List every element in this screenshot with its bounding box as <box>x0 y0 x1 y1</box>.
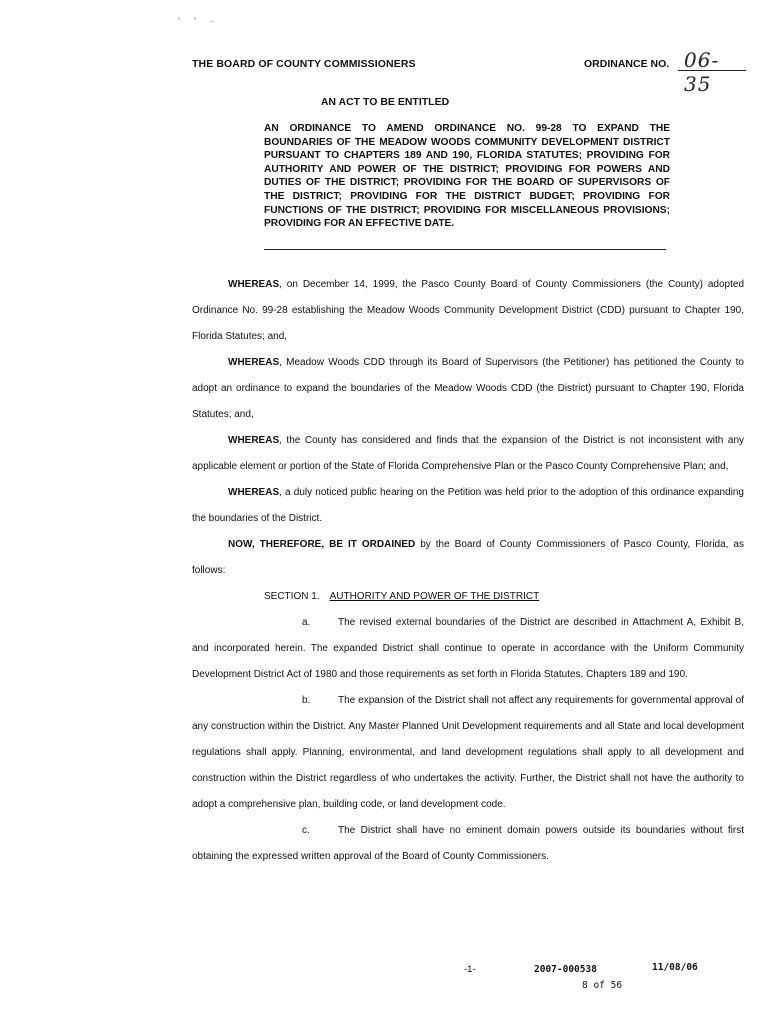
whereas-lead: WHEREAS <box>228 357 280 368</box>
whereas-paragraph-1 <box>192 272 744 350</box>
recording-number: 2007-000538 <box>534 964 597 975</box>
document-header <box>192 48 740 96</box>
clause-text: The expansion of the District shall not affect any requirements for governmental approval of any construction within the District. Any Master Planned Unit Development requirements and all State and local development regulations shall apply. Planning, environmental, and land development regulations shall apply to all development and construction within the District regardless of who undertakes the activity. Further, the District shall not have the authority to adopt a comprehensive plan, building code, or land development code. <box>192 695 744 810</box>
act-title: AN ACT TO BE ENTITLED <box>320 96 450 108</box>
section-title: AUTHORITY AND POWER OF THE DISTRICT <box>329 591 540 602</box>
scan-speck: ' ' · <box>178 16 220 26</box>
section-1-clause-b <box>192 688 744 818</box>
whereas-text: , Meadow Woods CDD through its Board of Supervisors (the Petitioner) has petitioned the County to adopt an ordinance to expand the boundaries of the Meadow Woods CDD (the District) pursuant to Chapter 190, Florida Statutes; and, <box>192 357 744 420</box>
ordinance-number: 06-35 <box>684 48 720 96</box>
whereas-lead: WHEREAS <box>228 487 280 498</box>
now-therefore-text: by the Board of County Commissioners of Pasco County, Florida, as follows: <box>192 539 744 576</box>
whereas-lead: WHEREAS <box>228 279 280 290</box>
whereas-text: , the County has considered and finds that the expansion of the District is not inconsistent with any applicable element or portion of the State of Florida Comprehensive Plan or the Pasco County Comprehensive Plan; and, <box>192 435 744 472</box>
clause-label: b. <box>302 695 311 706</box>
ordinance-body <box>192 272 744 870</box>
section-1-heading <box>264 584 744 610</box>
ordinance-label: ORDINANCE NO. <box>584 58 670 70</box>
clause-label: c. <box>302 825 310 836</box>
recording-date: 11/08/06 <box>652 962 698 973</box>
page-number: -1- <box>464 964 476 975</box>
ordinance-caption: AN ORDINANCE TO AMEND ORDINANCE NO. 99-28 TO EXPAND THE BOUNDARIES OF THE MEADOW WOODS COMMUNITY DEVELOPMENT DISTRICT PURSUANT TO CHAPTERS 189 AND 190, FLORIDA STATUTES; PROVIDING FOR AUTHORITY AND POWER OF THE DISTRICT; PROVIDING FOR POWERS AND DUTIES OF THE DISTRICT; PROVIDING FOR THE BOARD OF SUPERVISORS OF THE DISTRICT; PROVIDING FOR THE DISTRICT BUDGET; PROVIDING FOR FUNCTIONS OF THE DISTRICT; PROVIDING FOR MISCELLANEOUS PROVISIONS; PROVIDING FOR AN EFFECTIVE DATE. <box>264 123 670 230</box>
section-label: SECTION 1. <box>264 591 320 602</box>
whereas-lead: WHEREAS <box>228 435 280 446</box>
clause-text: The District shall have no eminent domain powers outside its boundaries without first obtaining the expressed written approval of the Board of County Commissioners. <box>192 825 744 862</box>
caption-rule <box>264 249 666 250</box>
board-title: THE BOARD OF COUNTY COMMISSIONERS <box>192 58 416 70</box>
page-count: 8 of 56 <box>582 980 623 991</box>
whereas-paragraph-2 <box>192 350 744 428</box>
section-1-clause-a <box>192 610 744 688</box>
clause-label: a. <box>302 617 311 628</box>
clause-text: The revised external boundaries of the District are described in Attachment A, Exhibit B, and incorporated herein. The expanded District shall continue to operate in accordance with the Uniform Community Development District Act of 1980 and those requirements as set forth in Florida Statutes, Chapters 189 and 190. <box>192 617 744 680</box>
ordinance-number-underline <box>678 70 746 71</box>
whereas-paragraph-4 <box>192 480 744 532</box>
whereas-paragraph-3 <box>192 428 744 480</box>
now-therefore-lead: NOW, THEREFORE, BE IT ORDAINED <box>228 539 416 550</box>
section-1-clause-c <box>192 818 744 870</box>
whereas-text: , on December 14, 1999, the Pasco County Board of County Commissioners (the County) adopted Ordinance No. 99-28 establishing the Meadow Woods Community Development District (CDD) pursuant to Chapter 190, Florida Statutes; and, <box>192 279 744 342</box>
whereas-text: , a duly noticed public hearing on the Petition was held prior to the adoption of this ordinance expanding the boundaries of the District. <box>192 487 744 524</box>
now-therefore-paragraph <box>192 532 744 584</box>
